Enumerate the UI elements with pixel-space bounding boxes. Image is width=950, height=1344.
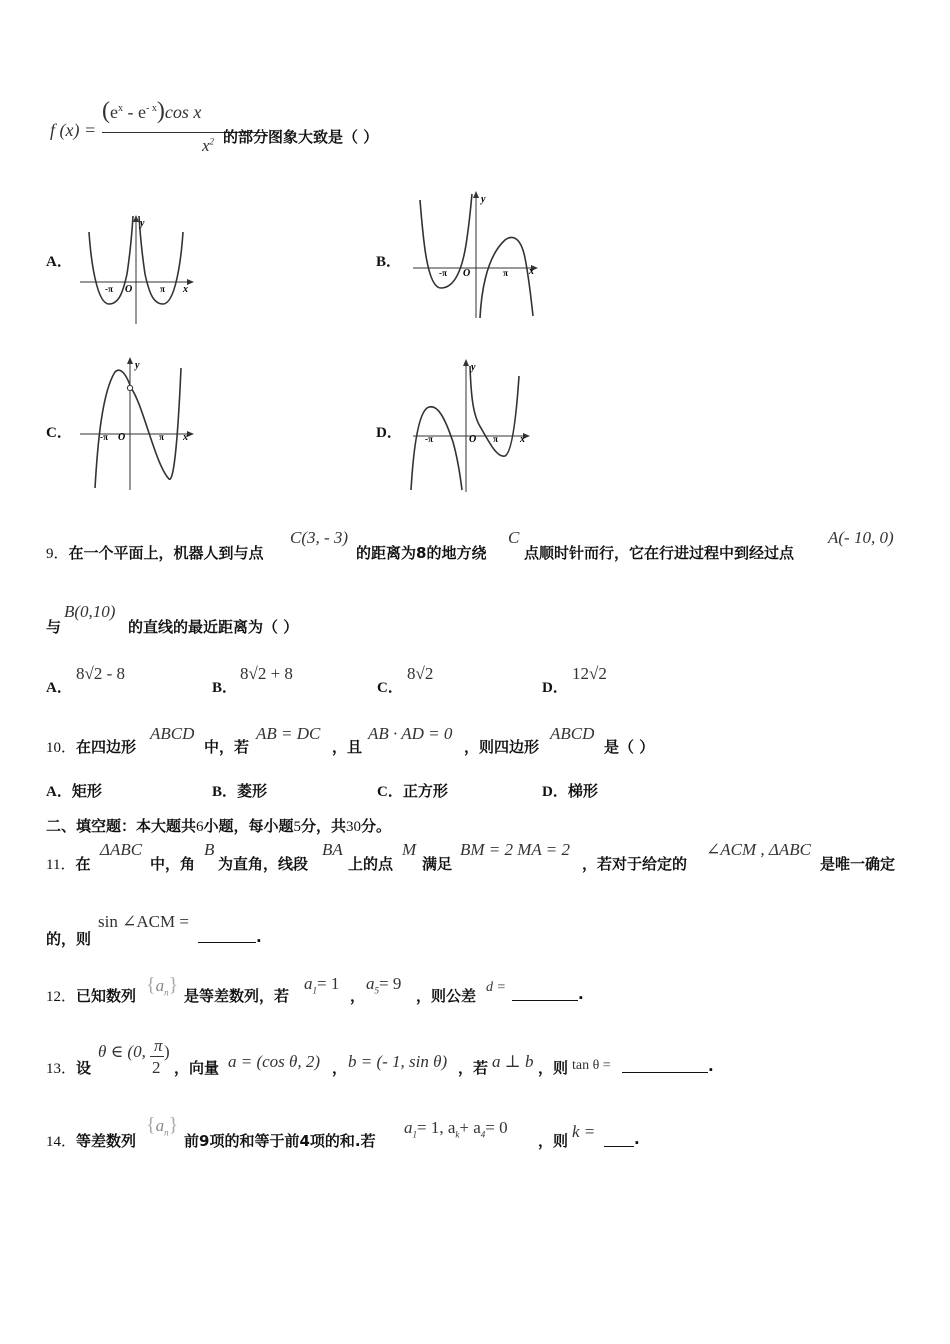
q12-text-3: ，: [350, 987, 366, 1005]
q9-text-4: 点顺时针而行，它在行进过程中到经过点: [524, 544, 795, 562]
q10-options: [46, 780, 746, 804]
q9-option-c-label[interactable]: C．: [377, 680, 403, 696]
q14-text-2: 前: [184, 1132, 200, 1150]
q13-answer-blank[interactable]: [622, 1060, 708, 1073]
q14-number: 14．: [46, 1134, 77, 1150]
q9-c: C: [508, 528, 520, 547]
b-origin: O: [463, 268, 471, 279]
a-origin: O: [125, 284, 133, 295]
q10-abcd-1: ABCD: [150, 724, 195, 743]
q11-triangle: ΔABC: [100, 840, 143, 859]
q10-text-1: 在四边形: [76, 738, 137, 756]
q8-lhs: f (x) =: [50, 120, 97, 140]
q9-option-b-value[interactable]: 8√2 + 8: [240, 664, 293, 683]
c-x-label: x: [183, 432, 188, 443]
q13-text-5: ，则: [538, 1059, 569, 1077]
q11-text-1: 在: [75, 855, 91, 873]
q14-text-1: 等差数列: [76, 1132, 137, 1150]
q12-text-2: 是等差数列，若: [184, 987, 290, 1005]
q10-text-3: ，且: [332, 738, 363, 756]
c-open-point: [127, 385, 132, 390]
q11-condition: BM = 2 MA = 2: [460, 840, 570, 859]
q8-option-c-graph[interactable]: [75, 354, 200, 494]
q9-option-c-value[interactable]: 8√2: [407, 664, 434, 683]
q9-text-6: 的直线的最近距离为（ ）: [128, 618, 299, 636]
section-fill-in-heading: 二、填空题：本大题共6小题，每小题5分，共30分。: [46, 817, 392, 835]
q13-vector-b: b = (- 1, sin θ): [348, 1052, 448, 1071]
q10-option-c[interactable]: C．正方形: [377, 782, 448, 800]
q9-point-c: C(3, - 3): [290, 528, 349, 547]
d-y-label: y: [471, 362, 476, 373]
q9-text-3: 的地方绕: [426, 544, 487, 562]
q8-option-b-label[interactable]: B．: [376, 254, 402, 270]
b-tick-left: -π: [439, 268, 447, 278]
q13-two: 2: [152, 1058, 161, 1077]
q13-pi: π: [154, 1036, 163, 1055]
q12-text-1: 已知数列: [76, 987, 137, 1005]
q11-end: .: [256, 928, 262, 946]
q9-point-a: A(- 10, 0): [828, 528, 894, 547]
d-curve-left: [411, 407, 462, 490]
q13-perp: a ⊥ b: [492, 1052, 534, 1071]
q10-option-a[interactable]: A．矩形: [46, 782, 102, 800]
c-curve: [95, 368, 181, 488]
q13-stem: [46, 1036, 766, 1082]
q11-m: M: [402, 840, 417, 859]
q8-denominator: $x^2$: [202, 136, 215, 155]
q14-text-4: 项的和.若: [309, 1132, 376, 1150]
q11-text-4: 上的点: [348, 855, 394, 873]
q13-theta-range: θ ∈ (0,: [98, 1042, 146, 1061]
d-tick-right: π: [493, 434, 498, 444]
q9-option-d-value[interactable]: 12√2: [572, 664, 607, 683]
q9-point-b: B(0,10): [64, 602, 116, 621]
q10-text-5: 是（ ）: [604, 738, 655, 756]
q8-option-d-graph[interactable]: [405, 356, 535, 496]
b-x-label: x: [529, 266, 534, 277]
q13-number: 13．: [46, 1061, 77, 1077]
q12-a1: $a_1= 1$: [304, 974, 340, 996]
q11-text-5: 满足: [422, 855, 453, 873]
q9-option-d-label[interactable]: D．: [542, 680, 568, 696]
q10-abcd-2: ABCD: [550, 724, 595, 743]
a-tick-left: -π: [105, 284, 113, 294]
q12-stem: [46, 972, 746, 1006]
a-x-label: x: [183, 284, 188, 295]
q10-ab-eq-dc: AB = DC: [256, 724, 321, 743]
q13-text-1: 设: [76, 1059, 92, 1077]
q11-text-6: ，若对于给定的: [582, 855, 688, 873]
q9-n8: 8: [416, 544, 427, 562]
d-tick-left: -π: [425, 434, 433, 444]
q13-close: ): [164, 1042, 170, 1061]
q10-text-2: 中，若: [204, 738, 250, 756]
q11-answer-blank[interactable]: [198, 930, 256, 943]
q13-text-3: ，: [332, 1059, 348, 1077]
q9-option-a-label[interactable]: A．: [46, 680, 72, 696]
q12-answer-blank[interactable]: [512, 988, 578, 1001]
b-y-arrow: [473, 191, 479, 198]
b-y-label: y: [481, 194, 486, 205]
q10-stem: [46, 724, 746, 756]
q11-ba: BA: [322, 840, 343, 859]
q14-n9: 9: [199, 1132, 210, 1150]
q9-text-1: 在一个平面上，机器人到与点: [68, 544, 264, 562]
q11-text-3: 为直角，线段: [218, 855, 309, 873]
d-origin: O: [469, 434, 477, 445]
q10-option-b[interactable]: B．菱形: [212, 782, 268, 800]
q13-tan: tan θ =: [572, 1058, 611, 1073]
q11-text-8: 的，则: [46, 930, 92, 948]
q12-end: .: [578, 985, 584, 1003]
q9-line2: [46, 602, 646, 634]
q14-seq: $\{a_n\}$: [146, 1114, 179, 1138]
q13-text-2: ，向量: [174, 1059, 220, 1077]
q11-text-7: 是唯一确定: [820, 855, 896, 873]
q12-seq: $\{a_n\}$: [146, 974, 179, 998]
q9-options: [46, 664, 746, 696]
q11-line1: [46, 840, 916, 874]
q8-option-d-label[interactable]: D．: [376, 425, 402, 441]
q12-a5: $a_5= 9$: [366, 974, 402, 996]
a-y-label: y: [140, 218, 145, 229]
c-tick-left: -π: [100, 432, 108, 442]
d-x-label: x: [520, 434, 525, 445]
q13-vector-a: a = (cos θ, 2): [228, 1052, 321, 1071]
q10-dot-product: AB · AD = 0: [368, 724, 453, 743]
q14-text-3: 项的和等于前: [209, 1132, 300, 1150]
q13-end: .: [708, 1057, 714, 1075]
b-tick-right: π: [503, 268, 508, 278]
q12-number: 12．: [46, 989, 77, 1005]
a-y-arrow: [133, 215, 139, 222]
q11-sin-acm: sin ∠ACM =: [98, 912, 189, 931]
c-x-arrow: [187, 431, 194, 437]
q8-option-a-graph[interactable]: [75, 212, 200, 330]
q11-text-2: 中，角: [150, 855, 196, 873]
c-y-label: y: [135, 360, 140, 371]
q14-answer-blank[interactable]: [604, 1134, 634, 1147]
q8-option-a-label[interactable]: A．: [46, 254, 72, 270]
q13-text-4: ，若: [458, 1059, 489, 1077]
q11-line2: [46, 912, 546, 946]
q9-line1: [46, 528, 916, 560]
q9-text-2: 的距离为: [356, 544, 417, 562]
c-tick-right: π: [159, 432, 164, 442]
q8-numerator: $(e^x - e^{- x})\cos$ x: [102, 98, 202, 124]
q10-text-4: ，则四边形: [464, 738, 540, 756]
q8-question-text: 的部分图象大致是（ ）: [223, 128, 379, 146]
q8-option-c-label[interactable]: C．: [46, 425, 72, 441]
q9-option-b-label[interactable]: B．: [212, 680, 238, 696]
q9-option-a-value[interactable]: 8√2 - 8: [76, 664, 125, 683]
q14-n4: 4: [299, 1132, 310, 1150]
q12-d: d =: [486, 980, 506, 995]
q9-text-5: 与: [46, 618, 62, 636]
q8-option-b-graph[interactable]: [405, 188, 545, 324]
a-tick-right: π: [160, 284, 165, 294]
q14-end: .: [634, 1130, 640, 1148]
d-y-arrow: [463, 359, 469, 366]
q14-condition: $a_1= 1$, $a_k+ a_4= 0$: [404, 1118, 508, 1140]
q11-given: ∠ACM , ΔABC: [706, 840, 811, 859]
q11-b: B: [204, 840, 215, 859]
q13-frac-bar: [150, 1056, 164, 1057]
q14-text-5: ，则: [538, 1132, 569, 1150]
q14-stem: [46, 1112, 766, 1148]
c-origin: O: [118, 432, 126, 443]
q10-option-d[interactable]: D．梯形: [542, 782, 598, 800]
c-y-arrow: [127, 357, 133, 364]
q10-number: 10．: [46, 740, 77, 756]
q8-stem: [50, 96, 470, 166]
q9-number: 9．: [46, 546, 69, 562]
q14-k: k =: [572, 1122, 596, 1141]
q11-number: 11．: [46, 857, 76, 873]
q12-text-4: ，则公差: [416, 987, 477, 1005]
a-x-arrow: [187, 279, 194, 285]
